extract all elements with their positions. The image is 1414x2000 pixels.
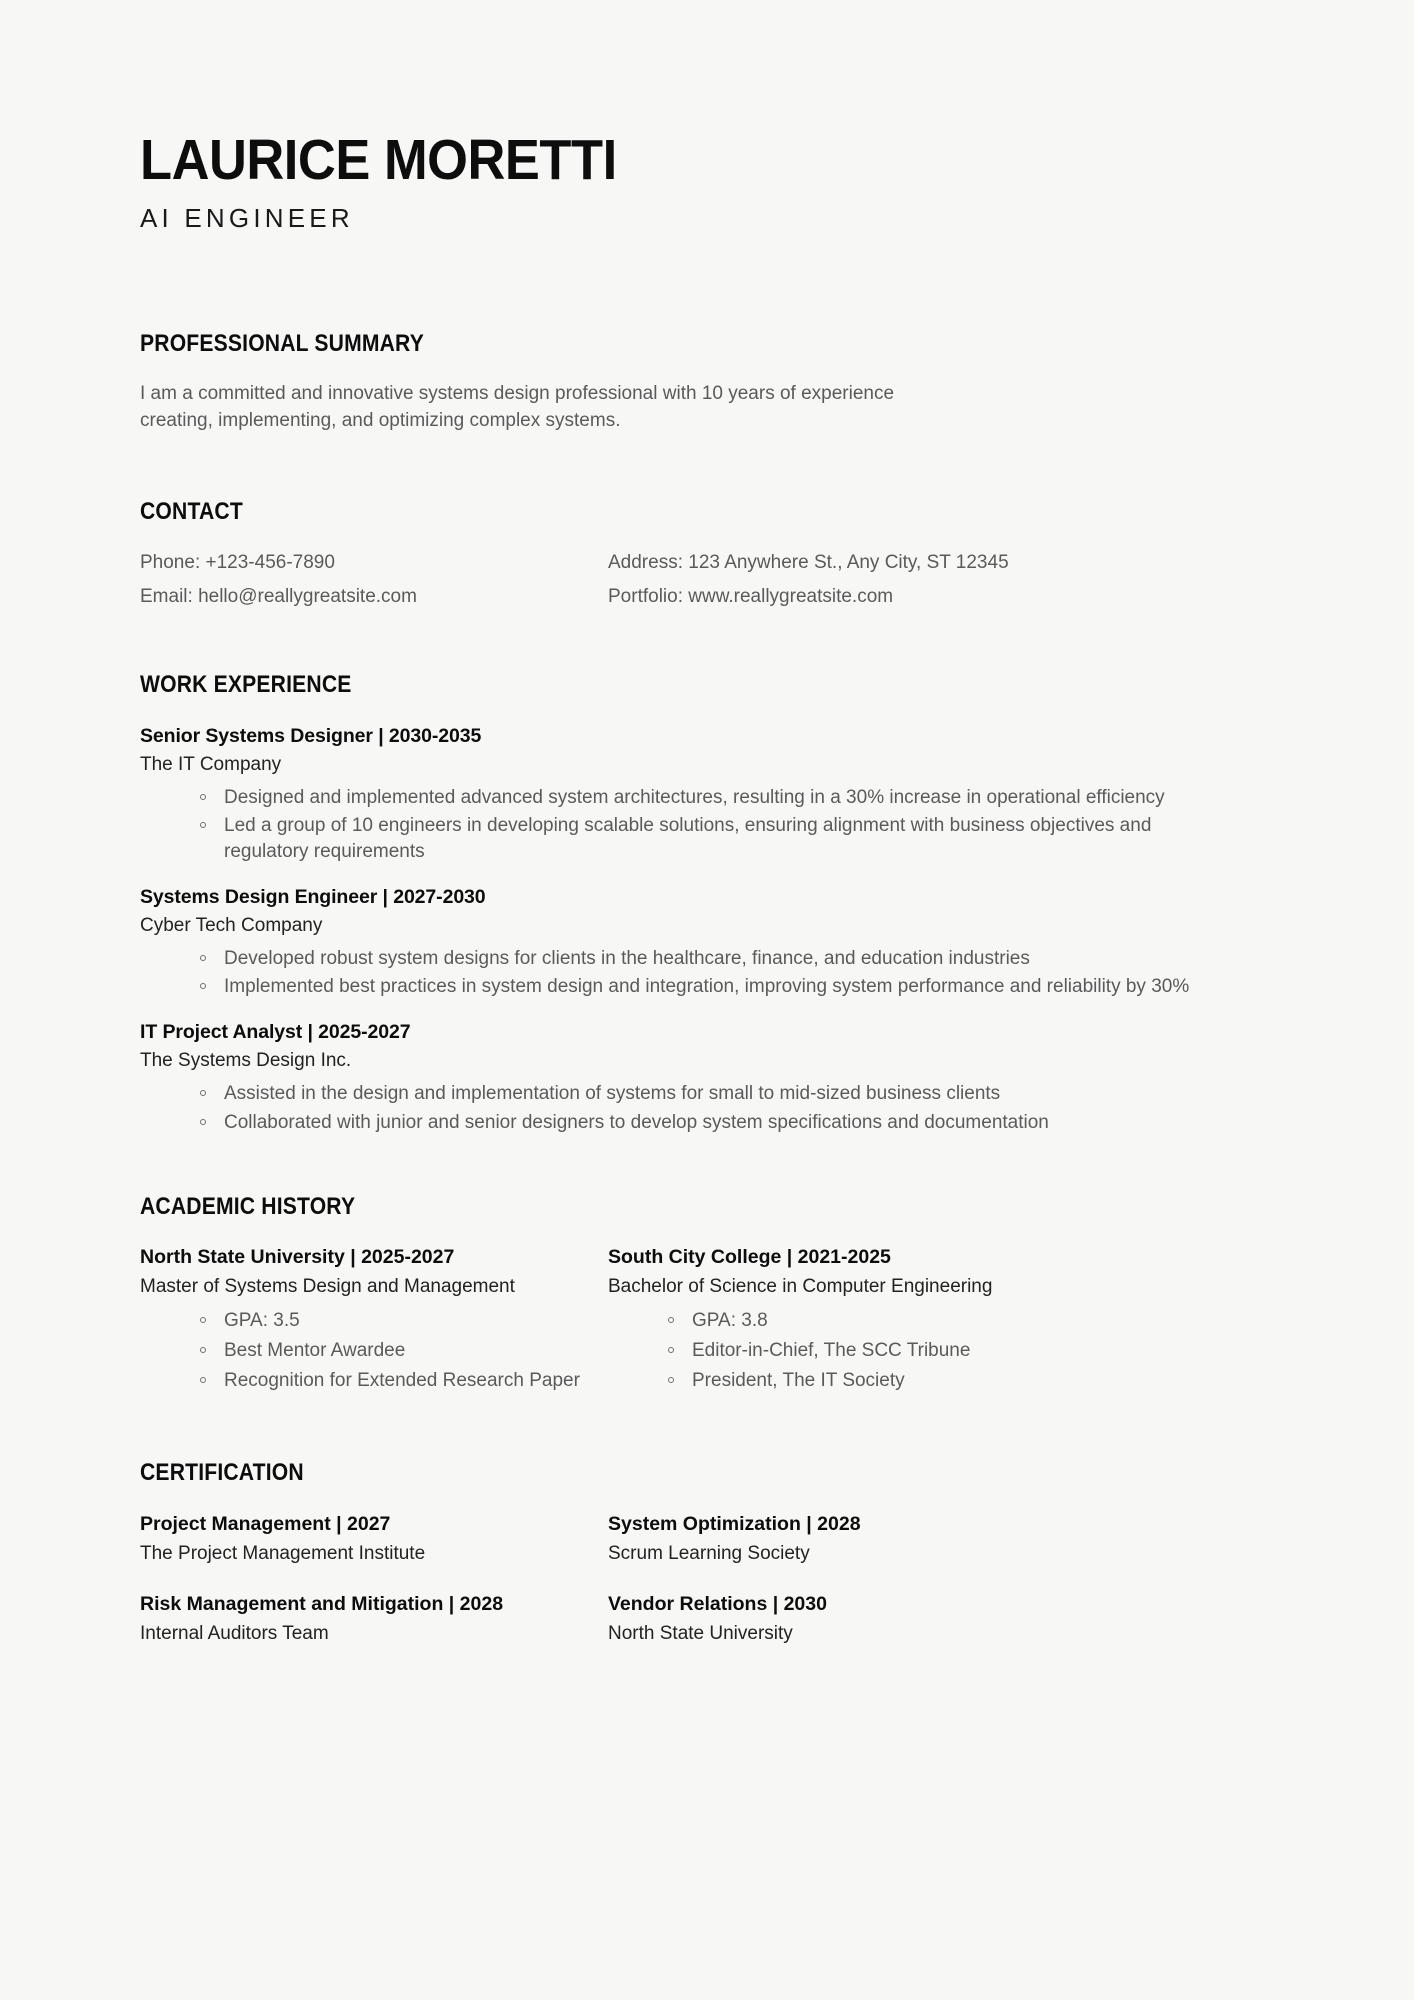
- job-title: Systems Design Engineer | 2027-2030: [140, 885, 486, 908]
- section-contact: [140, 498, 1235, 618]
- certification-item: [608, 1593, 1076, 1645]
- job-title: Senior Systems Designer | 2030-2035: [140, 725, 482, 748]
- contact-email: Email: hello@reallygreatsite.com: [140, 586, 417, 608]
- academic-bullet: GPA: 3.8: [666, 1308, 1076, 1334]
- resume-header: [140, 0, 1235, 234]
- contact-column-left: [140, 549, 608, 618]
- professional-summary-text: I am a committed and innovative systems design professional with 10 years of experience creating, implementing, and optimizing complex systems.: [140, 383, 895, 431]
- academic-bullet: Editor-in-Chief, The SCC Tribune: [666, 1338, 1076, 1364]
- certification-item: [140, 1513, 608, 1565]
- section-academic-history: [140, 1193, 1235, 1397]
- section-professional-summary: [140, 330, 1235, 435]
- candidate-name: LAURICE MORETTI: [140, 128, 617, 192]
- academic-bullet-list: [608, 1308, 1076, 1393]
- academic-grid: [140, 1246, 1235, 1397]
- certification-name: Vendor Relations | 2030: [608, 1593, 827, 1616]
- certification-item: [608, 1513, 1076, 1565]
- section-title-professional-summary: PROFESSIONAL SUMMARY: [140, 330, 424, 357]
- academic-school: South City College | 2021-2025: [608, 1245, 891, 1268]
- certification-item: [140, 1593, 608, 1645]
- academic-entry: [608, 1246, 1076, 1397]
- academic-bullet-list: [140, 1308, 608, 1393]
- section-work-experience: [140, 671, 1235, 1135]
- job-bullet-list: [140, 946, 1235, 1000]
- academic-degree: Master of Systems Design and Management: [140, 1275, 515, 1297]
- job-company: The Systems Design Inc.: [140, 1050, 352, 1072]
- contact-address: Address: 123 Anywhere St., Any City, ST 12345: [608, 551, 1009, 573]
- resume-content: [140, 0, 1235, 1673]
- candidate-role: AI ENGINEER: [140, 203, 354, 233]
- section-certification: [140, 1459, 1235, 1673]
- certification-name: Risk Management and Mitigation | 2028: [140, 1593, 504, 1616]
- academic-bullet: Best Mentor Awardee: [198, 1338, 608, 1364]
- academic-degree: Bachelor of Science in Computer Engineering: [608, 1275, 993, 1297]
- job-bullet: Assisted in the design and implementation of systems for small to mid-sized business clients: [198, 1081, 1235, 1106]
- job-title: IT Project Analyst | 2025-2027: [140, 1021, 411, 1044]
- academic-bullet: President, The IT Society: [666, 1368, 1076, 1394]
- job-bullet: Collaborated with junior and senior designers to develop system specifications and documentation: [198, 1110, 1235, 1135]
- job-bullet: Led a group of 10 engineers in developing scalable solutions, ensuring alignment with business objectives and regulatory requirements: [198, 813, 1235, 864]
- contact-grid: [140, 549, 1235, 618]
- academic-school: North State University | 2025-2027: [140, 1245, 455, 1268]
- certification-org: North State University: [608, 1623, 793, 1645]
- academic-bullet: GPA: 3.5: [198, 1308, 608, 1334]
- job-company: Cyber Tech Company: [140, 914, 323, 936]
- certification-org: Scrum Learning Society: [608, 1543, 810, 1565]
- job-bullet: Implemented best practices in system design and integration, improving system performance and reliability by 30%: [198, 974, 1235, 999]
- section-title-contact: CONTACT: [140, 497, 243, 525]
- academic-bullet: Recognition for Extended Research Paper: [198, 1368, 608, 1394]
- academic-entry: [140, 1246, 608, 1397]
- job-company: The IT Company: [140, 754, 282, 776]
- contact-portfolio: Portfolio: www.reallygreatsite.com: [608, 586, 894, 608]
- certification-grid: [140, 1513, 1235, 1673]
- certification-org: Internal Auditors Team: [140, 1623, 329, 1645]
- section-title-academic-history: ACADEMIC HISTORY: [140, 1192, 356, 1220]
- job-bullet: Developed robust system designs for clients in the healthcare, finance, and education industries: [198, 946, 1235, 971]
- contact-phone: Phone: +123-456-7890: [140, 551, 335, 573]
- certification-org: The Project Management Institute: [140, 1543, 426, 1565]
- section-title-work-experience: WORK EXPERIENCE: [140, 671, 352, 699]
- certification-name: Project Management | 2027: [140, 1513, 391, 1536]
- section-title-certification: CERTIFICATION: [140, 1459, 304, 1487]
- job-bullet-list: [140, 785, 1235, 864]
- work-experience-item: [140, 725, 1235, 864]
- certification-name: System Optimization | 2028: [608, 1513, 861, 1536]
- job-bullet-list: [140, 1081, 1235, 1135]
- work-experience-item: [140, 1021, 1235, 1135]
- work-experience-item: [140, 886, 1235, 1000]
- job-bullet: Designed and implemented advanced system architectures, resulting in a 30% increase in operational efficiency: [198, 785, 1235, 810]
- contact-column-right: [608, 549, 1076, 618]
